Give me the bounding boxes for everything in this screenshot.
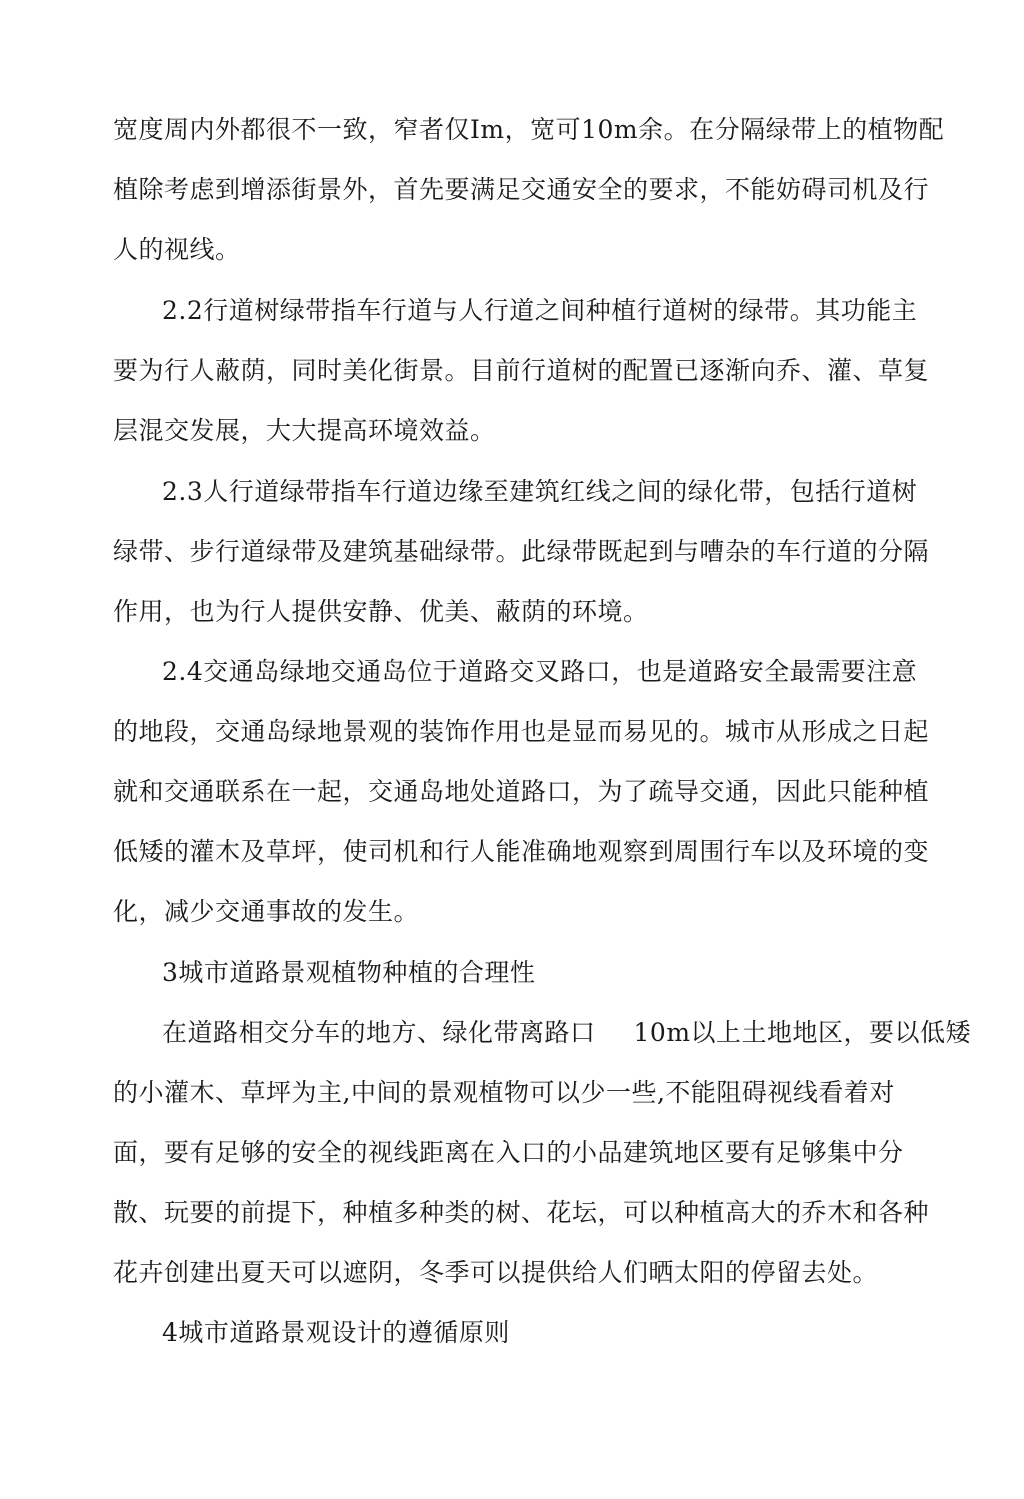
- paragraph-3-line-1-part-2: 10m以上土地地区，要以低矮: [633, 1018, 972, 1047]
- paragraph-2-3-line-1: 2.3人行道绿带指车行道边缘至建筑红线之间的绿化带，包括行道树: [162, 477, 918, 506]
- paragraph-1-line-3: 人的视线。: [113, 235, 241, 264]
- paragraph-3-line-3: 面，要有足够的安全的视线距离在入口的小品建筑地区要有足够集中分: [113, 1138, 904, 1167]
- paragraph-2-4-line-5: 化，减少交通事故的发生。: [113, 897, 420, 926]
- paragraph-2-2-line-1: 2.2行道树绿带指车行道与人行道之间种植行道树的绿带。其功能主: [162, 296, 918, 325]
- section-heading-3: 3城市道路景观植物种植的合理性: [162, 958, 536, 987]
- paragraph-2-4-line-2: 的地段，交通岛绿地景观的装饰作用也是显而易见的。城市从形成之日起: [113, 717, 930, 746]
- paragraph-3-line-2: 的小灌木、草坪为主,中间的景观植物可以少一些,不能阻碍视线看着对: [113, 1078, 895, 1107]
- paragraph-2-2-line-2: 要为行人蔽荫，同时美化街景。目前行道树的配置已逐渐向乔、灌、草复: [113, 356, 930, 385]
- paragraph-3-line-1-part-1: 在道路相交分车的地方、绿化带离路口: [162, 1018, 596, 1047]
- paragraph-2-2-line-3: 层混交发展，大大提高环境效益。: [113, 416, 496, 445]
- paragraph-1-line-1: 宽度周内外都很不一致，窄者仅Im，宽可10m余。在分隔绿带上的植物配: [113, 115, 945, 144]
- paragraph-2-3-line-3: 作用，也为行人提供安静、优美、蔽荫的环境。: [113, 597, 649, 626]
- paragraph-1-line-2: 植除考虑到增添街景外，首先要满足交通安全的要求，不能妨碍司机及行: [113, 175, 930, 204]
- section-heading-4: 4城市道路景观设计的遵循原则: [162, 1318, 510, 1347]
- paragraph-2-4-line-3: 就和交通联系在一起，交通岛地处道路口，为了疏导交通，因此只能种植: [113, 777, 930, 806]
- paragraph-3-line-4: 散、玩要的前提下，种植多种类的树、花坛，可以种植高大的乔木和各种: [113, 1198, 930, 1227]
- paragraph-2-4-line-1: 2.4交通岛绿地交通岛位于道路交叉路口，也是道路安全最需要注意: [162, 657, 918, 686]
- paragraph-3-line-5: 花卉创建出夏天可以遮阴，冬季可以提供给人们晒太阳的停留去处。: [113, 1258, 879, 1287]
- paragraph-2-4-line-4: 低矮的灌木及草坪，使司机和行人能准确地观察到周围行车以及环境的变: [113, 837, 930, 866]
- paragraph-3-line-1: [162, 1018, 971, 1048]
- paragraph-2-3-line-2: 绿带、步行道绿带及建筑基础绿带。此绿带既起到与嘈杂的车行道的分隔: [113, 537, 930, 566]
